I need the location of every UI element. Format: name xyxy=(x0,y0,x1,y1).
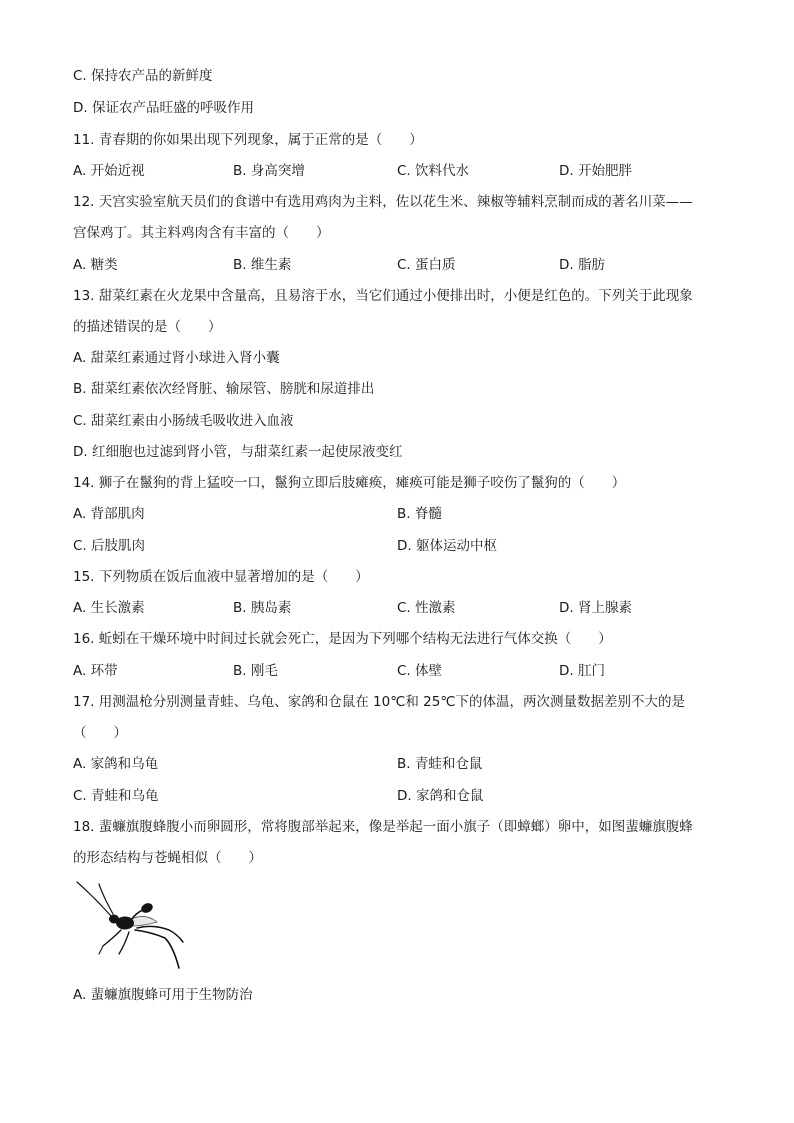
q14-option-c: C. 后肢肌肉 xyxy=(73,538,146,554)
q13-option-d: D. 红细胞也过滤到肾小管，与甜菜红素一起使尿液变红 xyxy=(73,444,403,460)
q12-stem-line2: 宫保鸡丁。其主料鸡肉含有丰富的（ ） xyxy=(73,225,330,241)
q12-option-c: C. 蛋白质 xyxy=(397,257,456,273)
q11-option-a: A. 开始近视 xyxy=(73,163,145,179)
q16-stem: 16. 蚯蚓在干燥环境中时间过长就会死亡，是因为下列哪个结构无法进行气体交换（ ） xyxy=(73,631,612,647)
q18-stem-line1: 18. 蜚蠊旗腹蜂腹小而卵圆形，常将腹部举起来，像是举起一面小旗子（即蟑螂）卵中，如图蜚蠊旗腹蜂 xyxy=(73,819,693,835)
q18-stem-line2: 的形态结构与苍蝇相似（ ） xyxy=(73,850,262,866)
q15-option-b: B. 胰岛素 xyxy=(233,600,292,616)
q17-stem-line2: （ ） xyxy=(73,725,127,741)
q14-option-d: D. 躯体运动中枢 xyxy=(397,538,497,554)
wasp-illustration xyxy=(73,876,188,971)
q15-option-d: D. 肾上腺素 xyxy=(559,600,632,616)
q14-option-a: A. 背部肌肉 xyxy=(73,506,145,522)
q11-stem: 11. 青春期的你如果出现下列现象，属于正常的是（ ） xyxy=(73,132,423,148)
q16-option-d: D. 肛门 xyxy=(559,663,605,679)
q13-stem-line2: 的描述错误的是（ ） xyxy=(73,319,222,335)
q18-option-a: A. 蜚蠊旗腹蜂可用于生物防治 xyxy=(73,987,253,1003)
q15-option-c: C. 性激素 xyxy=(397,600,456,616)
wasp-abdomen xyxy=(140,901,155,914)
q12-stem-line1: 12. 天宫实验室航天员们的食谱中有选用鸡肉为主料，佐以花生米、辣椒等辅料烹制而成的著名川菜—— xyxy=(73,194,693,210)
q16-option-b: B. 刚毛 xyxy=(233,663,278,679)
wasp-leg xyxy=(119,932,129,954)
q16-option-a: A. 环带 xyxy=(73,663,118,679)
q11-option-d: D. 开始肥胖 xyxy=(559,163,632,179)
q13-option-a: A. 甜菜红素通过肾小球进入肾小囊 xyxy=(73,350,280,366)
q11-option-b: B. 身高突增 xyxy=(233,163,305,179)
wasp-hind-leg xyxy=(137,926,183,942)
q17-option-d: D. 家鸽和仓鼠 xyxy=(397,788,484,804)
q17-stem-line1: 17. 用测温枪分别测量青蛙、乌龟、家鸽和仓鼠在 10℃和 25℃下的体温，两次测量数据差别不大的是 xyxy=(73,694,686,710)
q10-option-d: D. 保证农产品旺盛的呼吸作用 xyxy=(73,100,254,116)
wasp-antenna xyxy=(99,884,113,914)
q12-option-d: D. 脂肪 xyxy=(559,257,605,273)
q14-stem: 14. 狮子在鬣狗的背上猛咬一口，鬣狗立即后肢瘫痪，瘫痪可能是狮子咬伤了鬣狗的（ ） xyxy=(73,475,626,491)
q11-option-c: C. 饮料代水 xyxy=(397,163,470,179)
q15-option-a: A. 生长激素 xyxy=(73,600,145,616)
q14-option-b: B. 脊髓 xyxy=(397,506,442,522)
q12-option-b: B. 维生素 xyxy=(233,257,292,273)
q13-option-c: C. 甜菜红素由小肠绒毛吸收进入血液 xyxy=(73,413,294,429)
wasp-hind-leg xyxy=(135,930,179,968)
q17-option-a: A. 家鸽和乌龟 xyxy=(73,756,159,772)
q17-option-c: C. 青蛙和乌龟 xyxy=(73,788,159,804)
wasp-leg xyxy=(103,930,121,946)
q17-option-b: B. 青蛙和仓鼠 xyxy=(397,756,483,772)
wasp-antenna xyxy=(77,882,111,916)
q13-stem-line1: 13. 甜菜红素在火龙果中含量高，且易溶于水，当它们通过小便排出时，小便是红色的。下列关于此现象 xyxy=(73,288,693,304)
wasp-leg xyxy=(99,946,103,954)
q15-stem: 15. 下列物质在饭后血液中显著增加的是（ ） xyxy=(73,569,369,585)
q16-option-c: C. 体壁 xyxy=(397,663,443,679)
q12-option-a: A. 糖类 xyxy=(73,257,118,273)
q10-option-c: C. 保持农产品的新鲜度 xyxy=(73,68,213,84)
q13-option-b: B. 甜菜红素依次经肾脏、输尿管、膀胱和尿道排出 xyxy=(73,381,375,397)
